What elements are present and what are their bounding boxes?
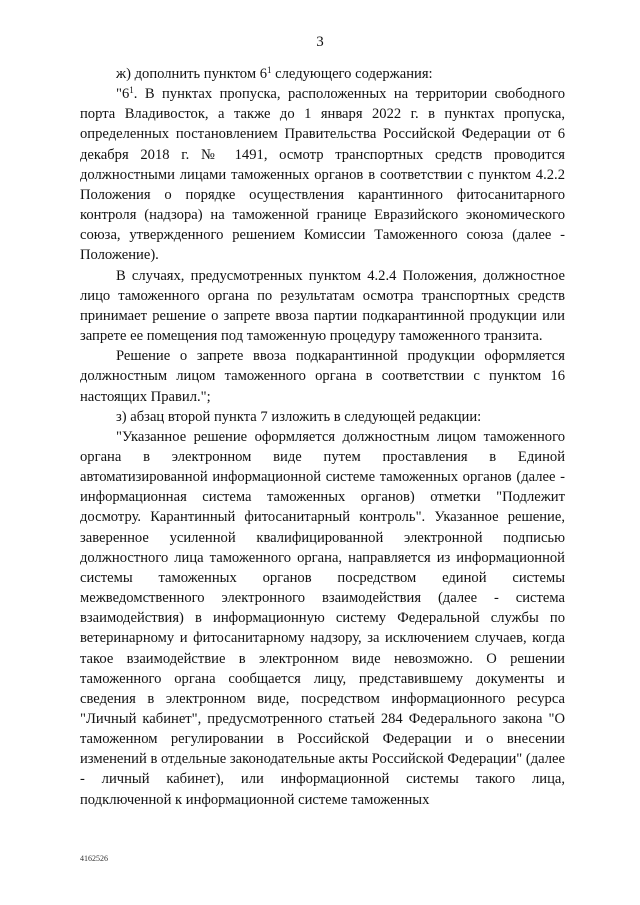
paragraph-point-6-1	[80, 84, 565, 265]
paragraph-text: . В пунктах пропуска, расположенных на территории свободного порта Владивосток, а также до 1 января 2022 г. в пунктах пропуска, определенных постановлением Правительства Российской Федерации от 6 декабря 2018 г. № 1491, осмотр транспортных средств проводится должностными лицами таможенных органов в соответствии с пунктом 4.2.2 Положения о порядке осуществления карантинного фитосанитарного контроля (надзора) на таможенной границе Евразийского экономического союза, утвержденного решением Комиссии Таможенного союза (далее - Положение).	[80, 86, 565, 264]
paragraph-item-zh	[80, 64, 565, 84]
document-code: 4162526	[80, 854, 108, 863]
paragraph-text: ж) дополнить пунктом 6	[116, 66, 268, 82]
page-number: 3	[316, 34, 324, 50]
superscript: 1	[129, 85, 134, 96]
paragraph-cases: В случаях, предусмотренных пунктом 4.2.4 Положения, должностное лицо таможенного органа по результатам осмотра транспортных средств принимает решение о запрете ввоза партии подкарантинной продукции или запрете ее помещения под таможенную процедуру таможенного транзита.	[80, 267, 565, 345]
paragraph-new-wording: "Указанное решение оформляется должностным лицом таможенного органа в электронном виде путем проставления в Единой автоматизированной информационной системе таможенных органов (далее - информационная система таможенных органов) отметки "Подлежит досмотру. Карантинный фитосанитарный контроль". Указанное решение, заверенное усиленной квалифицированной электронной подписью должностного лица таможенного органа, направляется из информационной системы таможенных органов посредством единой системы межведомственного электронного взаимодействия (далее - система взаимодействия) в информационную систему Федеральной службы по ветеринарному и фитосанитарному надзору, за исключением случаев, когда такое взаимодействие в электронном виде невозможно. О решении таможенного органа сообщается лицу, представившему документы и сведения в электронном виде, посредством информационного ресурса "Личный кабинет", предусмотренного статьей 284 Федерального закона "О таможенном регулировании в Российской Федерации и о внесении изменений в отдельные законодательные акты Российской Федерации" (далее - личный кабинет), или информационной системы такого лица, подключенной к информационной системе таможенных	[80, 428, 565, 808]
paragraph-text: следующего содержания:	[271, 66, 433, 82]
paragraph-decision: Решение о запрете ввоза подкарантинной продукции оформляется должностным лицом таможенного органа в соответствии с пунктом 16 настоящих Правил.";	[80, 348, 565, 405]
superscript: 1	[267, 65, 272, 75]
document-body	[80, 64, 565, 810]
paragraph-item-z: з) абзац второй пункта 7 изложить в следующей редакции:	[116, 408, 482, 425]
paragraph-text: "6	[116, 86, 130, 103]
